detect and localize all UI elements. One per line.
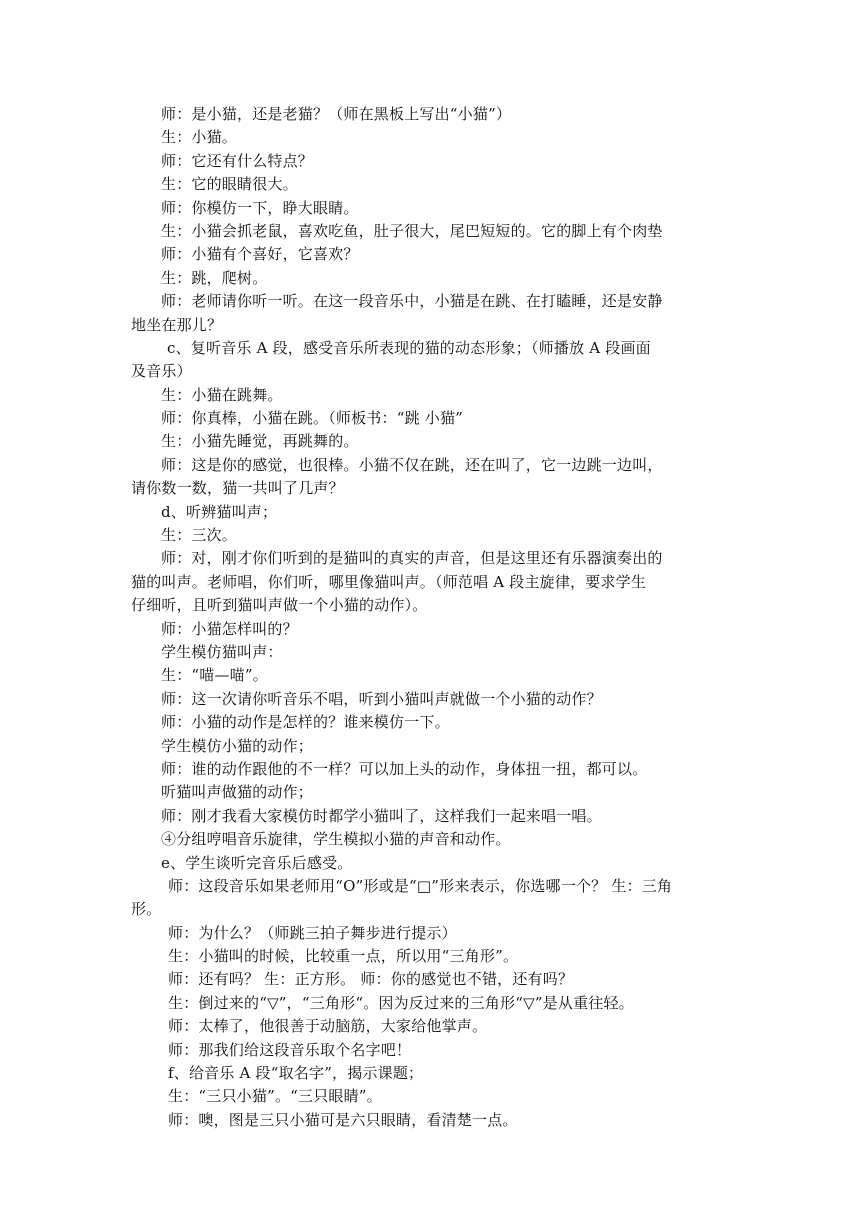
text-line: 师：为什么？（师跳三拍子舞步进行提示） — [168, 923, 457, 942]
text-line: 师：你真棒，小猫在跳。（师板书：“跳 小猫” — [161, 409, 464, 428]
text-line: 师：小猫怎样叫的？ — [161, 619, 298, 638]
text-line: 生：“三只小猫”。“三只眼睛”。 — [168, 1087, 382, 1106]
text-line: c、复听音乐 A 段，感受音乐所表现的猫的动态形象；（师播放 A 段画面 — [167, 338, 651, 357]
text-line: 师：太棒了，他很善于动脑筋，大家给他掌声。 — [168, 1017, 488, 1036]
text-line: e、学生谈听完音乐后感受。 — [161, 853, 353, 872]
text-line: 请你数一数，猫一共叫了几声？ — [131, 479, 344, 498]
text-line: f、给音乐 A 段“取名字”，揭示课题； — [168, 1064, 424, 1083]
text-line: 生：倒过来的“▽”，“三角形“。因为反过来的三角形“▽”是从重往轻。 — [168, 993, 634, 1012]
text-line: ④分组哼唱音乐旋律，学生模拟小猫的声音和动作。 — [161, 830, 511, 849]
text-line: d、听辨猫叫声； — [161, 502, 278, 521]
text-line: 师：这是你的感觉，也很棒。小猫不仅在跳，还在叫了，它一边跳一边叫， — [161, 455, 663, 474]
text-line: 生：它的眼睛很大。 — [161, 175, 298, 194]
text-line: 学生模仿猫叫声： — [161, 642, 283, 661]
text-line: 师：那我们给这段音乐取个名字吧！ — [168, 1040, 412, 1059]
text-line: 生：小猫会抓老鼠，喜欢吃鱼，肚子很大，尾巴短短的。它的脚上有个肉垫 — [161, 221, 663, 240]
text-line: 师：你模仿一下，睁大眼睛。 — [161, 198, 359, 217]
text-line: 形。 — [131, 900, 162, 919]
text-line: 师：这一次请你听音乐不唱，听到小猫叫声就做一个小猫的动作？ — [161, 689, 602, 708]
text-line: 师：小猫的动作是怎样的？谁来模仿一下。 — [161, 713, 450, 732]
text-line: 师：噢，图是三只小猫可是六只眼睛，看清楚一点。 — [168, 1110, 518, 1129]
text-line: 生：小猫叫的时候，比较重一点，所以用“三角形”。 — [168, 947, 519, 966]
text-line: 师：老师请你听一听。在这一段音乐中，小猫是在跳、在打瞌睡，还是安静 — [161, 292, 663, 311]
text-line: 生：三次。 — [161, 526, 238, 545]
text-line: 听猫叫声做猫的动作； — [161, 783, 314, 802]
text-line: 师：刚才我看大家模仿时都学小猫叫了，这样我们一起来唱一唱。 — [161, 806, 602, 825]
text-line: 师：这段音乐如果老师用“O”形或是“□”形来表示，你选哪一个？ 生：三角 — [168, 876, 673, 895]
text-line: 及音乐） — [131, 362, 192, 381]
text-line: 生：小猫在跳舞。 — [161, 385, 283, 404]
text-line: 地坐在那儿？ — [131, 315, 223, 334]
text-line: 师：对，刚才你们听到的是猫叫的真实的声音，但是这里还有乐器演奏出的 — [161, 549, 663, 568]
text-line: 师：谁的动作跟他的不一样？可以加上头的动作，身体扭一扭，都可以。 — [161, 759, 648, 778]
text-line: 仔细听，且听到猫叫声做一个小猫的动作）。 — [131, 596, 428, 615]
text-line: 生：小猫。 — [161, 128, 238, 147]
lesson-transcript — [131, 103, 731, 1132]
text-line: 生：小猫先睡觉，再跳舞的。 — [161, 432, 359, 451]
text-line: 师：它还有什么特点？ — [161, 151, 314, 170]
text-line: 学生模仿小猫的动作； — [161, 736, 314, 755]
text-line: 师：是小猫，还是老猫？（师在黑板上写出“小猫”） — [161, 105, 512, 123]
text-line: 生：跳，爬树。 — [161, 268, 268, 287]
text-line: 师：还有吗？ 生：正方形。 师：你的感觉也不错，还有吗？ — [168, 970, 574, 989]
text-line: 猫的叫声。老师唱，你们听，哪里像猫叫声。（师范唱 A 段主旋律，要求学生 — [131, 572, 647, 591]
text-line: 生：“喵—喵”。 — [161, 666, 268, 685]
text-line: 师：小猫有个喜好，它喜欢？ — [161, 245, 359, 264]
